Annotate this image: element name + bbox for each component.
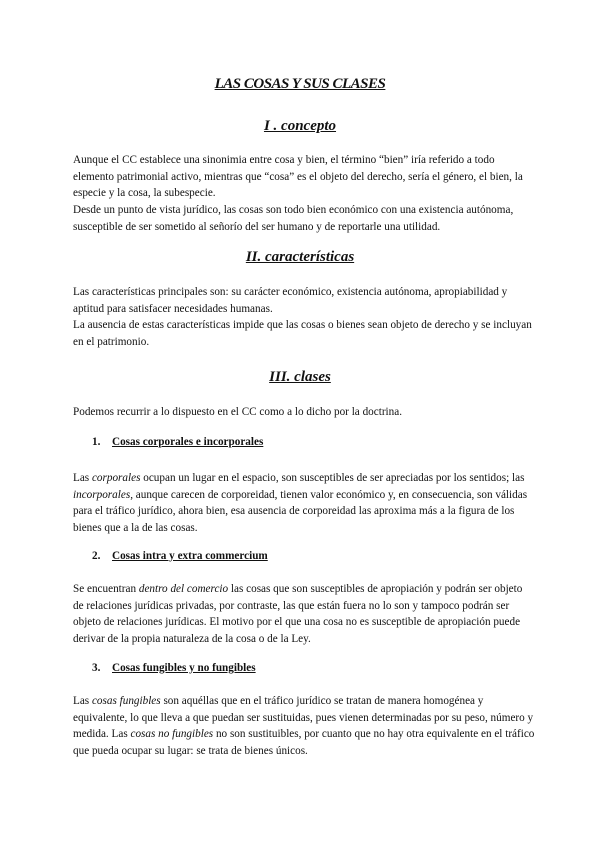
emphasis: incorporales xyxy=(73,488,131,501)
emphasis: cosas fungibles xyxy=(91,695,161,707)
list-number: 3. xyxy=(92,662,101,674)
subheading-text: Cosas corporales e incorporales xyxy=(112,436,264,448)
text-run: no son sustituibles, por cuanto que no hay otra equivalente en el tráfico que pueda ocupar su lugar: se trata de bienes únicos. xyxy=(73,728,535,758)
subheading-text: Cosas fungibles y no fungibles xyxy=(112,662,256,674)
paragraph: Podemos recurrir a lo dispuesto en el CC como a lo dicho por la doctrina. xyxy=(73,406,403,418)
emphasis: cosas no fungibles xyxy=(130,728,214,741)
section-heading-clases: III. clases xyxy=(269,369,331,385)
paragraph: Las características principales son: su carácter económico, existencia autónoma, apropiabilidad y aptitud para satisfacer necesidades humanas. xyxy=(73,286,508,315)
subheading-cosas-corporales xyxy=(92,436,263,448)
subheading-intra-extra xyxy=(92,550,268,562)
text-run: Las xyxy=(73,472,92,484)
section-clases-intro xyxy=(73,404,535,421)
clase-corporales-body xyxy=(73,470,535,537)
paragraph: La ausencia de estas características impide que las cosas o bienes sean objeto de derecho y se incluyan en el patrimonio. xyxy=(73,319,532,349)
paragraph xyxy=(73,581,535,648)
subheading-text: Cosas intra y extra commercium xyxy=(112,550,268,562)
paragraph xyxy=(73,470,535,537)
list-number: 2. xyxy=(92,550,101,562)
text-run: son aquéllas que en el tráfico jurídico se tratan de manera homogénea y equivalente, lo que lleva a que puedan ser sustituidas, pues vienen determinadas por su peso, número y medida. Las xyxy=(73,695,534,741)
subheading-fungibles xyxy=(92,662,256,674)
document-title: LAS COSAS Y SUS CLASES xyxy=(214,76,386,92)
text-run: Las xyxy=(73,695,92,707)
section-heading-caracteristicas: II. características xyxy=(245,249,355,265)
list-number: 1. xyxy=(92,436,101,448)
section-caracteristicas-body xyxy=(73,284,535,351)
paragraph: Desde un punto de vista jurídico, las cosas son todo bien económico con una existencia autónoma, susceptible de ser sometido al señorío del ser humano y de reportarle una utilidad. xyxy=(73,204,514,233)
text-run: ocupan un lugar en el espacio, son susceptibles de ser apreciadas por los sentidos; las xyxy=(140,472,525,484)
section-concepto-body xyxy=(73,152,535,236)
text-run: Se encuentran xyxy=(73,583,139,595)
paragraph xyxy=(73,693,535,760)
text-run: las cosas que son susceptibles de apropiación y podrán ser objeto de relaciones jurídicas privadas, por contraste, las que están fuera no lo son y tampoco podrán ser objeto de relaciones jurídicas. El motivo por el que una cosa no es susceptible de apropiación puede derivar de la propia naturaleza de la cosa o de la Ley. xyxy=(73,583,523,646)
emphasis: corporales xyxy=(91,472,141,484)
paragraph: Aunque el CC establece una sinonimia entre cosa y bien, el término “bien” iría referido a todo elemento patrimonial activo, mientras que “cosa” es el objeto del derecho, sería el género, el bien, la especie y la cosa, la subespecie. xyxy=(73,154,523,200)
clase-commercium-body xyxy=(73,581,535,648)
text-run: , aunque carecen de corporeidad, tienen valor económico y, en consecuencia, son válidas para el tráfico jurídico, ahora bien, esa ausencia de corporeidad las aproxima más a la figura de los bienes que a la de las cosas. xyxy=(73,488,528,535)
section-heading-concepto: I . concepto xyxy=(263,118,337,134)
emphasis: dentro del comercio xyxy=(138,583,229,595)
clase-fungibles-body xyxy=(73,693,535,760)
